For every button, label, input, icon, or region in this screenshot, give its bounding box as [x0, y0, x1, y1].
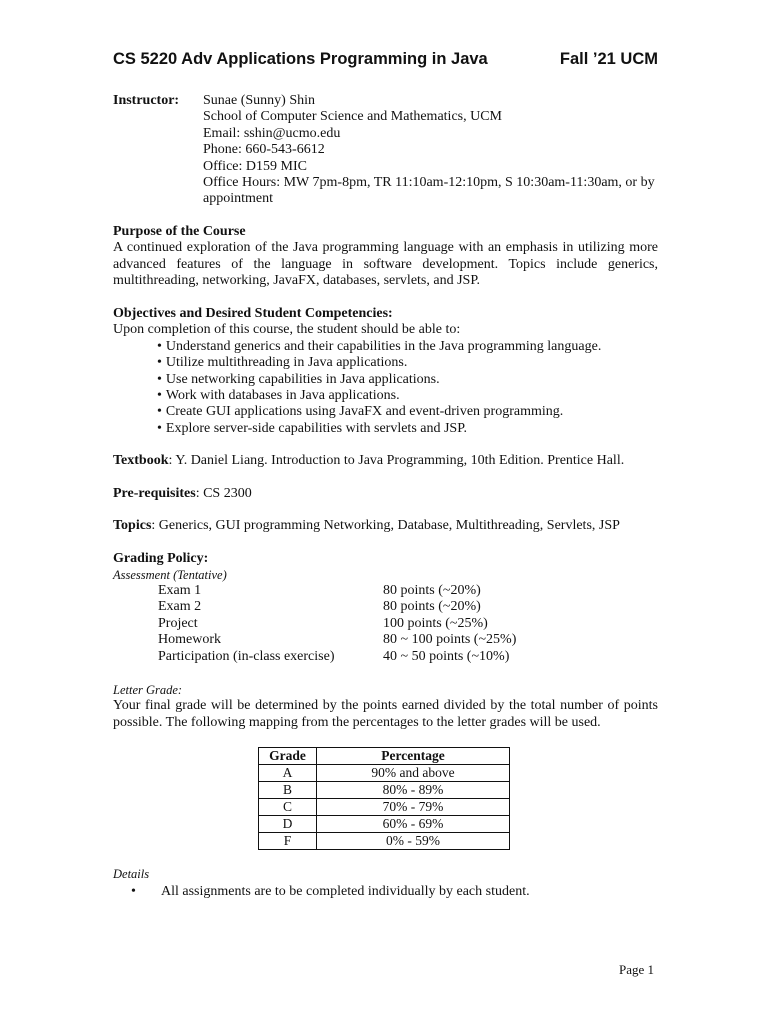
- table-row: D 60% - 69%: [259, 816, 510, 833]
- assessment-table: [158, 583, 578, 665]
- grading-heading: Grading Policy:: [113, 551, 209, 566]
- letter-grade-section: [113, 682, 658, 731]
- table-row: F 0% - 59%: [259, 833, 510, 850]
- list-item: • Understand generics and their capabilities in the Java programming language.: [157, 338, 602, 354]
- percentage-column-header: Percentage: [317, 748, 510, 765]
- bullet-icon: •: [157, 355, 162, 371]
- instructor-label: Instructor:: [113, 93, 180, 108]
- letter-grade-heading: Letter Grade:: [113, 683, 183, 697]
- details-heading: Details: [113, 867, 150, 881]
- textbook-label: Textbook: [113, 453, 169, 468]
- purpose-line-2: advanced features of the language in software development. Topics include generics,: [113, 256, 658, 272]
- instructor-phone: Phone: 660-543-6612: [203, 142, 325, 158]
- grade-table: [258, 747, 510, 850]
- table-row: A 90% and above: [259, 765, 510, 782]
- bullet-icon: •: [157, 338, 162, 354]
- textbook-line: [113, 453, 658, 469]
- list-item: [131, 884, 530, 900]
- table-row: B 80% - 89%: [259, 782, 510, 799]
- prereq-label: Pre-requisites: [113, 486, 196, 501]
- list-item: • Utilize multithreading in Java applications.: [157, 355, 408, 371]
- grading-section: [113, 551, 658, 584]
- objectives-list: [157, 339, 658, 437]
- list-item: • Explore server-side capabilities with servlets and JSP.: [157, 420, 467, 436]
- purpose-line-3: multithreading, networking, JavaFX, databases, servlets, and JSP.: [113, 273, 481, 289]
- objectives-intro: Upon completion of this course, the student should be able to:: [113, 322, 461, 338]
- table-header-row: [259, 748, 510, 765]
- prereq-line: [113, 486, 658, 502]
- instructor-office-hours: Office Hours: MW 7pm-8pm, TR 11:10am-12:10pm, S 10:30am-11:30am, or by: [203, 175, 655, 191]
- letter-grade-line-2: possible. The following mapping from the percentages to the letter grades will be used.: [113, 714, 601, 730]
- list-item: • Work with databases in Java applications.: [157, 388, 400, 404]
- topics-line: [113, 518, 658, 534]
- bullet-icon: •: [157, 371, 162, 387]
- list-item: • Use networking capabilities in Java applications.: [157, 371, 440, 387]
- bullet-icon: •: [157, 404, 162, 420]
- details-section: [113, 866, 658, 882]
- term-label: Fall ’21 UCM: [559, 50, 658, 68]
- topics-value: : Generics, GUI programming Networking, Database, Multithreading, Servlets, JSP: [151, 518, 620, 533]
- table-row: Homework 80 ~ 100 points (~25%): [158, 632, 517, 648]
- purpose-heading: Purpose of the Course: [113, 224, 246, 239]
- assessment-heading: Assessment (Tentative): [113, 568, 227, 583]
- bullet-icon: •: [157, 420, 162, 436]
- purpose-line-1: A continued exploration of the Java programming language with an emphasis in utilizing more: [113, 240, 658, 256]
- instructor-info: [203, 93, 658, 208]
- letter-grade-line-1: Your final grade will be determined by the points earned divided by the total number of points: [113, 698, 658, 714]
- page-number: Page 1: [619, 962, 655, 977]
- list-item: • Create GUI applications using JavaFX and event-driven programming.: [157, 404, 564, 420]
- instructor-office-hours-cont: appointment: [203, 191, 273, 207]
- instructor-school: School of Computer Science and Mathematics, UCM: [203, 109, 502, 125]
- textbook-value: : Y. Daniel Liang. Introduction to Java Programming, 10th Edition. Prentice Hall.: [168, 453, 625, 468]
- prereq-value: : CS 2300: [195, 486, 252, 501]
- table-row: Exam 1 80 points (~20%): [158, 583, 481, 598]
- table-row: Participation (in-class exercise) 40 ~ 50 points (~10%): [158, 648, 510, 664]
- objectives-heading: Objectives and Desired Student Competencies:: [113, 306, 393, 321]
- table-row: C 70% - 79%: [259, 799, 510, 816]
- instructor-office: Office: D159 MIC: [203, 158, 307, 174]
- instructor-name: Sunae (Sunny) Shin: [203, 93, 315, 108]
- bullet-icon: •: [131, 884, 136, 899]
- instructor-email: Email: sshin@ucmo.edu: [203, 125, 341, 141]
- topics-label: Topics: [113, 518, 152, 533]
- grade-column-header: Grade: [259, 748, 317, 765]
- bullet-icon: •: [157, 388, 162, 404]
- objectives-section: [113, 306, 658, 437]
- course-title: CS 5220 Adv Applications Programming in Java: [113, 50, 488, 68]
- page-header: [113, 48, 658, 70]
- purpose-section: [113, 224, 658, 290]
- table-row: Exam 2 80 points (~20%): [158, 599, 481, 615]
- table-row: Project 100 points (~25%): [158, 615, 488, 631]
- details-item-text: All assignments are to be completed individually by each student.: [161, 884, 530, 899]
